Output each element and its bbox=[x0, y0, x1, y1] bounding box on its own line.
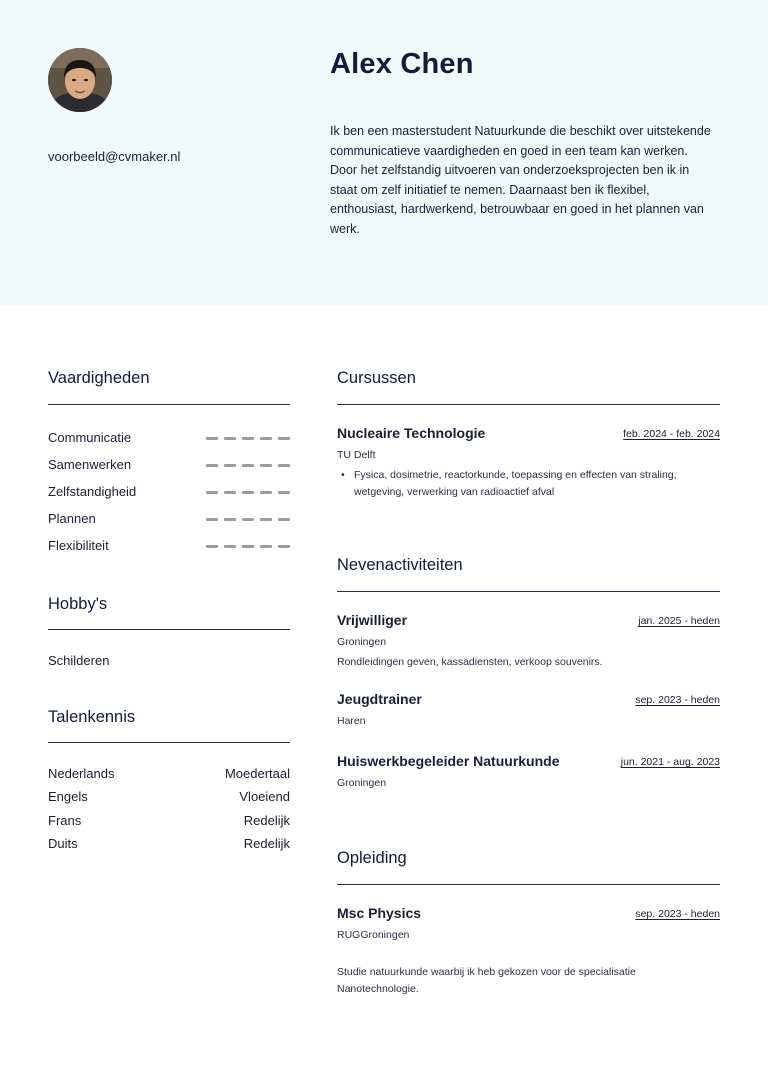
course-bullet-text: Fysica, dosimetrie, reactorkunde, toepassing en effecten van straling, wetgeving, verwerking van radioactief afval bbox=[354, 469, 677, 498]
skill-item: Samenwerken bbox=[48, 457, 132, 472]
avatar-portrait-icon bbox=[48, 48, 112, 112]
skill-level-indicator bbox=[206, 437, 290, 440]
language-level: Redelijk bbox=[243, 813, 290, 828]
activity-title: Huiswerkbegeleider Natuurkunde bbox=[337, 753, 560, 769]
activities-title: Nevenactiviteiten bbox=[337, 556, 463, 574]
bullet-icon: • bbox=[341, 469, 345, 481]
education-date: sep. 2023 - heden bbox=[635, 908, 720, 920]
course-date: feb. 2024 - feb. 2024 bbox=[623, 428, 720, 440]
person-name: Alex Chen bbox=[330, 48, 474, 80]
skill-level-indicator bbox=[206, 545, 290, 548]
language-level: Redelijk bbox=[243, 836, 290, 851]
language-name: Duits bbox=[48, 836, 78, 851]
education-title: Opleiding bbox=[337, 849, 407, 867]
language-row bbox=[48, 813, 290, 828]
education-divider bbox=[337, 884, 720, 885]
skill-item: Plannen bbox=[48, 511, 96, 526]
course-title: Nucleaire Technologie bbox=[337, 425, 486, 441]
language-row bbox=[48, 836, 290, 851]
language-row bbox=[48, 766, 290, 781]
skill-level-indicator bbox=[206, 464, 290, 467]
activity-date: sep. 2023 - heden bbox=[635, 694, 720, 706]
skill-item: Communicatie bbox=[48, 430, 132, 445]
skills-title: Vaardigheden bbox=[48, 369, 150, 387]
hobbies-title: Hobby's bbox=[48, 595, 108, 613]
languages-divider bbox=[48, 742, 290, 743]
skill-level-indicator bbox=[206, 491, 290, 494]
language-level: Vloeiend bbox=[239, 789, 290, 804]
languages-title: Talenkennis bbox=[48, 708, 136, 726]
activity-place: Haren bbox=[337, 715, 366, 727]
language-name: Nederlands bbox=[48, 766, 115, 781]
profile-summary: Ik ben een masterstudent Natuurkunde die beschikt over uitstekende communicatieve vaardigheden en goed in een team kan werken. Door het zelfstandig uitvoeren van onderzoeksprojecten ben ik in staat om zelf initiatief te nemen. Daarnaast ben ik flexibel, enthousiast, hardwerkend, betrouwbaar en goed in het plannen van werk. bbox=[330, 124, 711, 236]
skill-item: Zelfstandigheid bbox=[48, 484, 137, 499]
language-name: Frans bbox=[48, 813, 82, 828]
hobby-item: Schilderen bbox=[48, 653, 110, 668]
course-institution: TU Delft bbox=[337, 449, 376, 461]
course-bullet bbox=[341, 467, 713, 501]
avatar bbox=[48, 48, 112, 112]
education-description: Studie natuurkunde waarbij ik heb gekozen voor de specialisatie Nanotechnologie. bbox=[337, 966, 636, 995]
language-name: Engels bbox=[48, 789, 88, 804]
skill-item: Flexibiliteit bbox=[48, 538, 109, 553]
activity-place: Groningen bbox=[337, 636, 387, 648]
email-address[interactable]: voorbeeld@cvmaker.nl bbox=[48, 149, 181, 164]
language-row bbox=[48, 789, 290, 804]
activity-title: Vrijwilliger bbox=[337, 612, 408, 628]
hobbies-divider bbox=[48, 629, 290, 630]
activity-description: Rondleidingen geven, kassadiensten, verkoop souvenirs. bbox=[337, 656, 603, 668]
activities-divider bbox=[337, 591, 720, 592]
activity-date: jan. 2025 - heden bbox=[638, 615, 720, 627]
skill-level-indicator bbox=[206, 518, 290, 521]
activity-title: Jeugdtrainer bbox=[337, 691, 422, 707]
courses-divider bbox=[337, 404, 720, 405]
activity-place: Groningen bbox=[337, 777, 387, 789]
courses-title: Cursussen bbox=[337, 369, 416, 387]
education-title-item: Msc Physics bbox=[337, 905, 422, 921]
language-level: Moedertaal bbox=[224, 766, 290, 781]
education-institution: RUGGroningen bbox=[337, 929, 410, 941]
skills-divider bbox=[48, 404, 290, 405]
activity-date: jun. 2021 - aug. 2023 bbox=[620, 756, 720, 768]
